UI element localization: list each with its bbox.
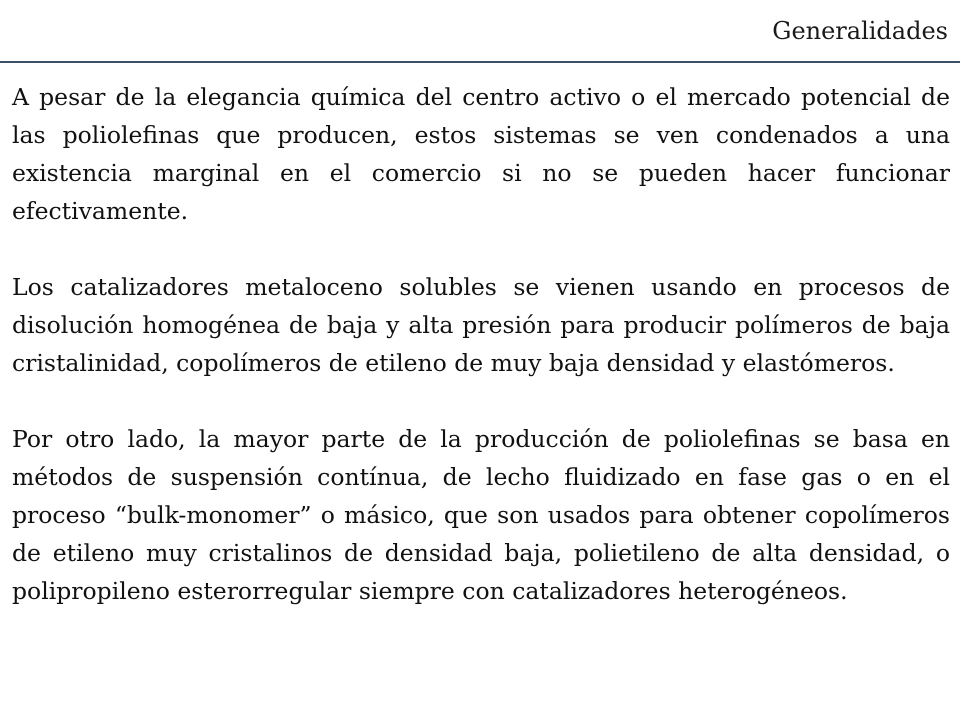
paragraph-1: A pesar de la elegancia química del centro activo o el mercado potencial de las poliolefinas que producen, estos sistemas se ven condenados a una existencia marginal en el comercio si no se pueden hacer funcionar efectivamente. — [12, 83, 950, 225]
paragraph-2: Los catalizadores metaloceno solubles se vienen usando en procesos de disolución homogénea de baja y alta presión para producir polímeros de baja cristalinidad, copolímeros de etileno de muy baja densidad y elastómeros. — [12, 273, 950, 377]
paragraph-3: Por otro lado, la mayor parte de la producción de poliolefinas se basa en métodos de suspensión contínua, de lecho fluidizado en fase gas o en el proceso “bulk-monomer” o másico, que son usados para obtener copolímeros de etileno muy cristalinos de densidad baja, polietileno de alta densidad, o polipropileno esterorregular siempre con catalizadores heterogéneos. — [12, 425, 950, 605]
slide-header — [0, 0, 960, 62]
slide-body — [12, 78, 950, 610]
header-divider — [0, 61, 960, 63]
section-title: Generalidades — [772, 17, 948, 45]
